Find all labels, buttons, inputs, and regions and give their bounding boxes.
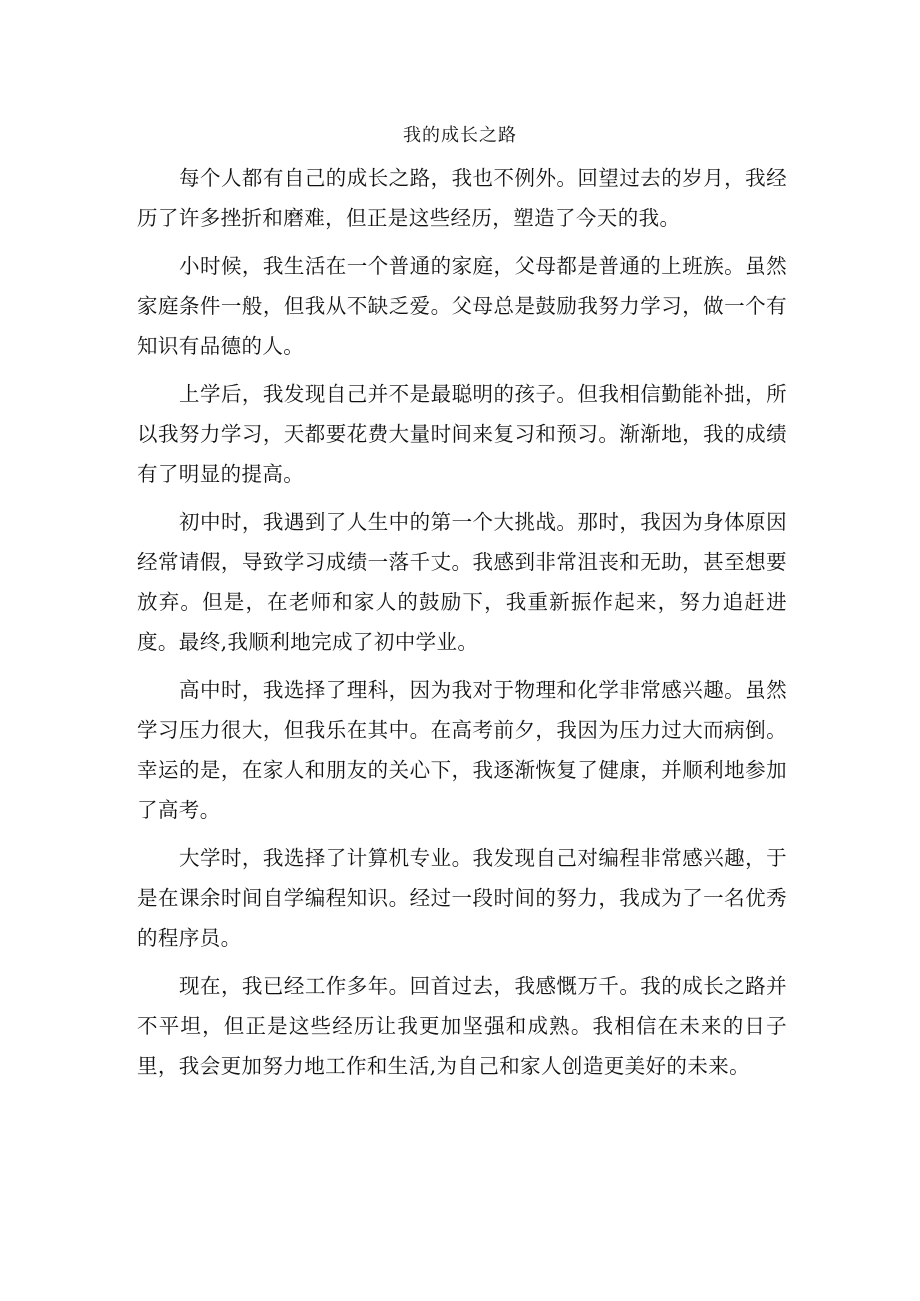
paragraph-6: 大学时，我选择了计算机专业。我发现自己对编程非常感兴趣，于是在课余时间自学编程知识。经过一段时间的努力，我成为了一名优秀的程序员。 bbox=[137, 846, 787, 950]
document-title: 我的成长之路 bbox=[403, 125, 517, 146]
paragraph-7: 现在，我已经工作多年。回首过去，我感慨万千。我的成长之路并不平坦，但正是这些经历让我更加坚强和成熟。我相信在未来的日子里，我会更加努力地工作和生活,为自己和家人创造更美好的未来。 bbox=[137, 974, 787, 1078]
document-body bbox=[137, 158, 787, 1094]
paragraph-4: 初中时，我遇到了人生中的第一个大挑战。那时，我因为身体原因经常请假，导致学习成绩一落千丈。我感到非常沮丧和无助，甚至想要放弃。但是，在老师和家人的鼓励下，我重新振作起来，努力追赶进度。最终,我顺利地完成了初中学业。 bbox=[137, 510, 787, 654]
paragraph-5: 高中时，我选择了理科，因为我对于物理和化学非常感兴趣。虽然学习压力很大，但我乐在其中。在高考前夕，我因为压力过大而病倒。幸运的是，在家人和朋友的关心下，我逐渐恢复了健康，并顺利地参加了高考。 bbox=[137, 678, 787, 822]
paragraph-1: 每个人都有自己的成长之路，我也不例外。回望过去的岁月，我经历了许多挫折和磨难，但正是这些经历，塑造了今天的我。 bbox=[137, 166, 787, 230]
paragraph-2: 小时候，我生活在一个普通的家庭，父母都是普通的上班族。虽然家庭条件一般，但我从不缺乏爱。父母总是鼓励我努力学习，做一个有知识有品德的人。 bbox=[137, 254, 787, 358]
paragraph-3: 上学后，我发现自己并不是最聪明的孩子。但我相信勤能补拙，所以我努力学习，天都要花费大量时间来复习和预习。渐渐地，我的成绩有了明显的提高。 bbox=[137, 382, 787, 486]
